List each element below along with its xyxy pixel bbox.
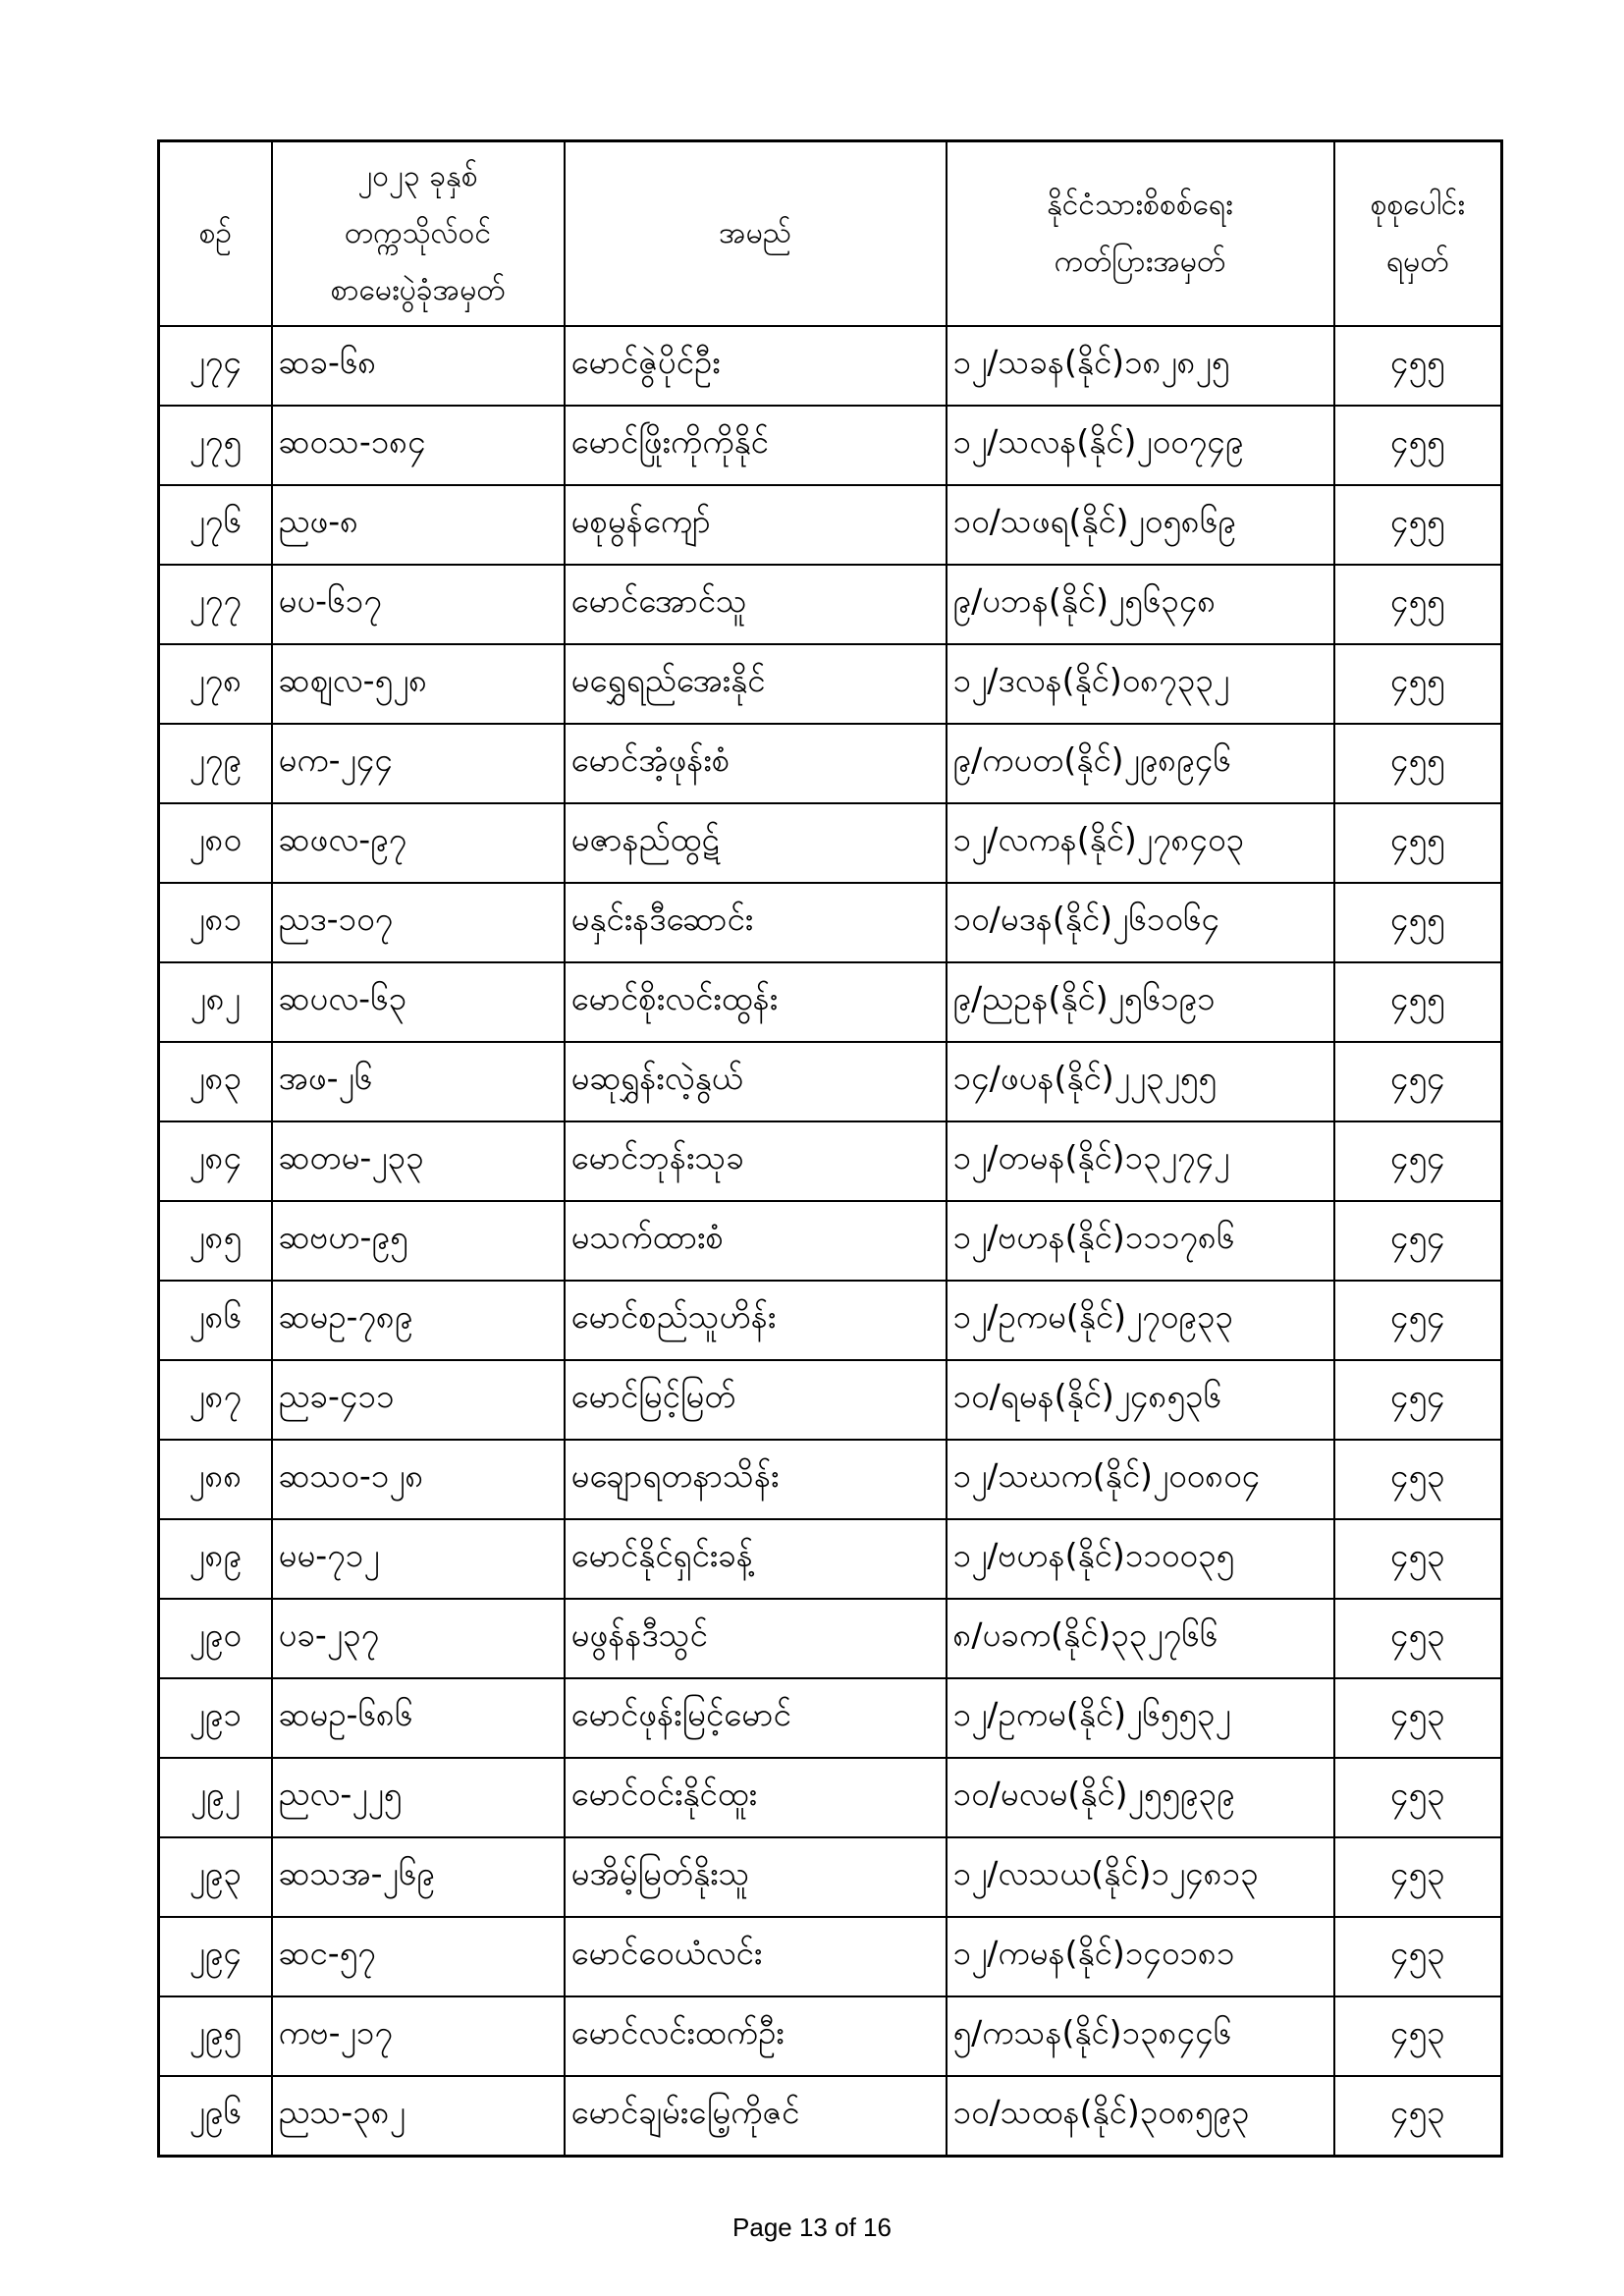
cell-nrc: ၁၂/သဃက(နိုင်)၂၀၀၈၀၄ <box>947 1440 1334 1519</box>
cell-no: ၂၇၉ <box>159 724 272 803</box>
table-row <box>159 1996 1502 2076</box>
cell-total: ၄၅၅ <box>1334 962 1502 1042</box>
cell-name: မအိမ့်မြတ်နိုးသူ <box>565 1837 947 1917</box>
cell-no: ၂၈၉ <box>159 1519 272 1599</box>
cell-no: ၂၈၆ <box>159 1281 272 1360</box>
cell-no: ၂၈၈ <box>159 1440 272 1519</box>
cell-nrc: ၁၂/လသယ(နိုင်)၁၂၄၈၁၃ <box>947 1837 1334 1917</box>
table-row <box>159 724 1502 803</box>
table-row <box>159 883 1502 962</box>
cell-nrc: ၁၀/သဖရ(နိုင်)၂၀၅၈၆၉ <box>947 485 1334 565</box>
cell-total: ၄၅၃ <box>1334 1837 1502 1917</box>
cell-ticket: အဖ-၂၆ <box>272 1042 565 1121</box>
cell-name: မောင်ဝေယံလင်း <box>565 1917 947 1996</box>
cell-total: ၄၅၃ <box>1334 1678 1502 1758</box>
header-no: စဉ် <box>159 141 272 327</box>
cell-name: မသက်ထားစံ <box>565 1201 947 1281</box>
cell-total: ၄၅၅ <box>1334 406 1502 485</box>
cell-total: ၄၅၃ <box>1334 1519 1502 1599</box>
cell-no: ၂၈၀ <box>159 803 272 883</box>
table-row <box>159 1201 1502 1281</box>
cell-nrc: ၁၂/သခန(နိုင်)၁၈၂၈၂၅ <box>947 326 1334 406</box>
cell-nrc: ၁၂/လကန(နိုင်)၂၇၈၄၀၃ <box>947 803 1334 883</box>
cell-total: ၄၅၃ <box>1334 1440 1502 1519</box>
cell-ticket: ဆဗဟ-၉၅ <box>272 1201 565 1281</box>
cell-ticket: ဆဝသ-၁၈၄ <box>272 406 565 485</box>
cell-name: မောင်လင်းထက်ဦး <box>565 1996 947 2076</box>
table-row <box>159 1678 1502 1758</box>
cell-no: ၂၈၇ <box>159 1360 272 1440</box>
cell-ticket: ညသ-၃၈၂ <box>272 2076 565 2157</box>
cell-name: မဇာနည်ထွဋ် <box>565 803 947 883</box>
cell-nrc: ၁၂/ဗဟန(နိုင်)၁၁၁၇၈၆ <box>947 1201 1334 1281</box>
cell-name: မဆုရွှန်းလဲ့နွယ် <box>565 1042 947 1121</box>
cell-total: ၄၅၅ <box>1334 803 1502 883</box>
cell-nrc: ၁၂/ကမန(နိုင်)၁၄၀၁၈၁ <box>947 1917 1334 1996</box>
cell-nrc: ၅/ကသန(နိုင်)၁၃၈၄၄၆ <box>947 1996 1334 2076</box>
table-row <box>159 644 1502 724</box>
cell-name: မောင်အောင်သူ <box>565 565 947 644</box>
cell-total: ၄၅၅ <box>1334 485 1502 565</box>
results-table-container <box>157 139 1500 2158</box>
cell-total: ၄၅၃ <box>1334 2076 1502 2157</box>
cell-no: ၂၇၈ <box>159 644 272 724</box>
cell-no: ၂၈၅ <box>159 1201 272 1281</box>
cell-no: ၂၉၂ <box>159 1758 272 1837</box>
cell-name: မောင်စည်သူဟိန်း <box>565 1281 947 1360</box>
cell-nrc: ၁၂/တမန(နိုင်)၁၃၂၇၄၂ <box>947 1121 1334 1201</box>
cell-ticket: ဆင-၅၇ <box>272 1917 565 1996</box>
cell-total: ၄၅၄ <box>1334 1281 1502 1360</box>
cell-ticket: ဆတမ-၂၃၃ <box>272 1121 565 1201</box>
cell-nrc: ၁၂/ဥကမ(နိုင်)၂၆၅၅၃၂ <box>947 1678 1334 1758</box>
cell-name: မဖွန်နဒီသွင် <box>565 1599 947 1678</box>
table-body <box>159 326 1502 2157</box>
cell-ticket: ဆခ-၆၈ <box>272 326 565 406</box>
cell-name: မောင်ဖုန်းမြင့်မောင် <box>565 1678 947 1758</box>
cell-name: မောင်နိုင်ရှင်းခန့် <box>565 1519 947 1599</box>
cell-total: ၄၅၅ <box>1334 883 1502 962</box>
cell-total: ၄၅၃ <box>1334 1758 1502 1837</box>
table-row <box>159 1519 1502 1599</box>
header-nrc: နိုင်ငံသားစိစစ်ရေး ကတ်ပြားအမှတ် <box>947 141 1334 327</box>
cell-no: ၂၈၂ <box>159 962 272 1042</box>
cell-total: ၄၅၃ <box>1334 1599 1502 1678</box>
header-total: စုစုပေါင်း ရမှတ် <box>1334 141 1502 327</box>
cell-ticket: ညဖ-၈ <box>272 485 565 565</box>
cell-total: ၄၅၅ <box>1334 724 1502 803</box>
cell-nrc: ၁၀/သထန(နိုင်)၃၀၈၅၉၃ <box>947 2076 1334 2157</box>
table-row <box>159 2076 1502 2157</box>
cell-no: ၂၇၆ <box>159 485 272 565</box>
page-footer: Page 13 of 16 <box>732 2213 892 2242</box>
cell-no: ၂၇၄ <box>159 326 272 406</box>
cell-ticket: ပခ-၂၃၇ <box>272 1599 565 1678</box>
cell-no: ၂၇၇ <box>159 565 272 644</box>
table-row <box>159 485 1502 565</box>
cell-name: မောင်ချမ်းမြေ့ကိုဇင် <box>565 2076 947 2157</box>
table-row <box>159 962 1502 1042</box>
cell-ticket: ညဒ-၁၀၇ <box>272 883 565 962</box>
cell-ticket: ညလ-၂၂၅ <box>272 1758 565 1837</box>
cell-nrc: ၁၀/ရမန(နိုင်)၂၄၈၅၃၆ <box>947 1360 1334 1440</box>
cell-nrc: ၉/ပဘန(နိုင်)၂၅၆၃၄၈ <box>947 565 1334 644</box>
cell-no: ၂၉၁ <box>159 1678 272 1758</box>
cell-ticket: ဆပလ-၆၃ <box>272 962 565 1042</box>
table-row <box>159 803 1502 883</box>
cell-total: ၄၅၃ <box>1334 1917 1502 1996</box>
table-row <box>159 1360 1502 1440</box>
header-name: အမည် <box>565 141 947 327</box>
cell-total: ၄၅၄ <box>1334 1042 1502 1121</box>
cell-name: မစုမွန်ကျော် <box>565 485 947 565</box>
cell-name: မောင်ဇွဲပိုင်ဦး <box>565 326 947 406</box>
cell-nrc: ၉/ကပတ(နိုင်)၂၉၈၉၄၆ <box>947 724 1334 803</box>
cell-ticket: ဆမဥ-၇၈၉ <box>272 1281 565 1360</box>
cell-nrc: ၁၂/သလန(နိုင်)၂၀၀၇၄၉ <box>947 406 1334 485</box>
cell-name: မနှင်းနဒီဆောင်း <box>565 883 947 962</box>
cell-no: ၂၇၅ <box>159 406 272 485</box>
cell-ticket: ဆမဥ-၆၈၆ <box>272 1678 565 1758</box>
cell-name: မောင်မြင့်မြတ် <box>565 1360 947 1440</box>
cell-ticket: မမ-၇၁၂ <box>272 1519 565 1599</box>
cell-no: ၂၉၃ <box>159 1837 272 1917</box>
cell-name: မောင်ဘုန်းသုခ <box>565 1121 947 1201</box>
cell-nrc: ၁၄/ဖပန(နိုင်)၂၂၃၂၅၅ <box>947 1042 1334 1121</box>
table-row <box>159 1837 1502 1917</box>
cell-nrc: ၁၂/ဥကမ(နိုင်)၂၇၀၉၃၃ <box>947 1281 1334 1360</box>
table-row <box>159 326 1502 406</box>
cell-name: မောင်ဖြိုးကိုကိုနိုင် <box>565 406 947 485</box>
results-table <box>157 139 1503 2158</box>
cell-name: မောင်စိုးလင်းထွန်း <box>565 962 947 1042</box>
cell-total: ၄၅၅ <box>1334 644 1502 724</box>
cell-ticket: ဆသဝ-၁၂၈ <box>272 1440 565 1519</box>
cell-ticket: ညခ-၄၁၁ <box>272 1360 565 1440</box>
cell-nrc: ၁၀/မဒန(နိုင်)၂၆၁၀၆၄ <box>947 883 1334 962</box>
cell-no: ၂၈၁ <box>159 883 272 962</box>
table-row <box>159 1440 1502 1519</box>
cell-total: ၄၅၄ <box>1334 1360 1502 1440</box>
table-row <box>159 1599 1502 1678</box>
cell-no: ၂၉၄ <box>159 1917 272 1996</box>
table-row <box>159 1042 1502 1121</box>
header-ticket: ၂၀၂၃ ခုနှစ် တက္ကသိုလ်ဝင် စာမေးပွဲခုံအမှတ် <box>272 141 565 327</box>
cell-nrc: ၁၂/ဗဟန(နိုင်)၁၁၀၀၃၅ <box>947 1519 1334 1599</box>
cell-ticket: ကဗ-၂၁၇ <box>272 1996 565 2076</box>
cell-no: ၂၉၆ <box>159 2076 272 2157</box>
cell-total: ၄၅၃ <box>1334 1996 1502 2076</box>
cell-no: ၂၉၀ <box>159 1599 272 1678</box>
cell-ticket: ဆဖလ-၉၇ <box>272 803 565 883</box>
cell-name: မချောရတနာသိန်း <box>565 1440 947 1519</box>
cell-ticket: ဆဈလ-၅၂၈ <box>272 644 565 724</box>
cell-no: ၂၉၅ <box>159 1996 272 2076</box>
cell-no: ၂၈၃ <box>159 1042 272 1121</box>
cell-total: ၄၅၄ <box>1334 1121 1502 1201</box>
table-row <box>159 1281 1502 1360</box>
cell-ticket: မပ-၆၁၇ <box>272 565 565 644</box>
table-row <box>159 1121 1502 1201</box>
cell-nrc: ၁၂/ဒလန(နိုင်)၀၈၇၃၃၂ <box>947 644 1334 724</box>
table-row <box>159 1758 1502 1837</box>
cell-name: မောင်အံ့ဖုန်းစံ <box>565 724 947 803</box>
header-row <box>159 141 1502 327</box>
cell-name: မောင်ဝင်းနိုင်ထူး <box>565 1758 947 1837</box>
cell-total: ၄၅၅ <box>1334 326 1502 406</box>
cell-nrc: ၉/ညဥန(နိုင်)၂၅၆၁၉၁ <box>947 962 1334 1042</box>
cell-total: ၄၅၄ <box>1334 1201 1502 1281</box>
cell-ticket: ဆသအ-၂၆၉ <box>272 1837 565 1917</box>
cell-ticket: မက-၂၄၄ <box>272 724 565 803</box>
cell-total: ၄၅၅ <box>1334 565 1502 644</box>
cell-nrc: ၈/ပခက(နိုင်)၃၃၂၇၆၆ <box>947 1599 1334 1678</box>
cell-no: ၂၈၄ <box>159 1121 272 1201</box>
table-row <box>159 406 1502 485</box>
cell-name: မရွှေရည်အေးနိုင် <box>565 644 947 724</box>
table-row <box>159 1917 1502 1996</box>
table-row <box>159 565 1502 644</box>
cell-nrc: ၁၀/မလမ(နိုင်)၂၅၅၉၃၉ <box>947 1758 1334 1837</box>
